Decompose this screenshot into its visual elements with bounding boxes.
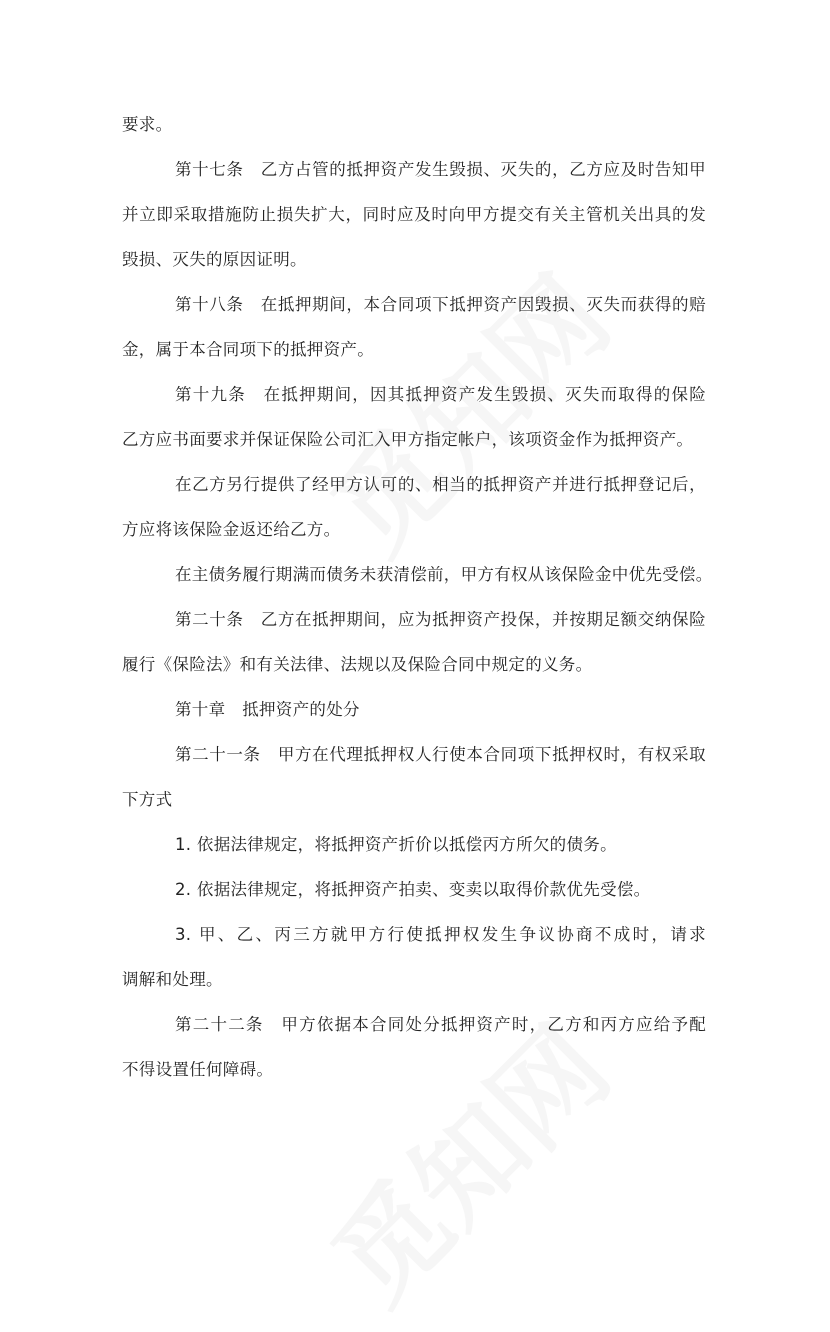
paragraph-line: 第十章 抵押资产的处分 [175, 700, 360, 719]
paragraph-line: 不得设置任何障碍。 [122, 1060, 274, 1079]
paragraph-line: 在乙方另行提供了经甲方认可的、相当的抵押资产并进行抵押登记后， [175, 475, 706, 494]
paragraph-line: 第十七条 乙方占管的抵押资产发生毁损、灭失的，乙方应及时告知甲 [175, 160, 706, 179]
paragraph-line: 乙方应书面要求并保证保险公司汇入甲方指定帐户，该项资金作为抵押资产。 [122, 430, 694, 449]
paragraph-line: 履行《保险法》和有关法律、法规以及保险合同中规定的义务。 [122, 655, 593, 674]
paragraph-line: 第十八条 在抵押期间，本合同项下抵押资产因毁损、灭失而获得的赔 [175, 295, 706, 314]
paragraph-line: 2. 依据法律规定，将抵押资产拍卖、变卖以取得价款优先受偿。 [175, 880, 651, 899]
paragraph-line: 在主债务履行期满而债务未获清偿前，甲方有权从该保险金中优先受偿。 [175, 565, 713, 584]
paragraph-line: 调解和处理。 [122, 970, 223, 989]
paragraph-line: 第二十一条 甲方在代理抵押权人行使本合同项下抵押权时，有权采取 [175, 745, 706, 764]
paragraph-line: 并立即采取措施防止损失扩大，同时应及时向甲方提交有关主管机关出具的发 [122, 205, 706, 224]
paragraph-line: 方应将该保险金返还给乙方。 [122, 520, 341, 539]
paragraph-line: 3. 甲、乙、丙三方就甲方行使抵押权发生争议协商不成时，请求 [175, 925, 706, 944]
paragraph-line: 金，属于本合同项下的抵押资产。 [122, 340, 374, 359]
paragraph-line: 下方式 [122, 790, 173, 809]
paragraph-line: 毁损、灭失的原因证明。 [122, 250, 307, 269]
paragraph-line: 1. 依据法律规定，将抵押资产折价以抵偿丙方所欠的债务。 [175, 835, 617, 854]
paragraph-line: 第二十条 乙方在抵押期间，应为抵押资产投保，并按期足额交纳保险 [175, 610, 706, 629]
paragraph-line: 第十九条 在抵押期间，因其抵押资产发生毁损、灭失而取得的保险 [175, 385, 706, 404]
paragraph-line: 要求。 [122, 115, 173, 134]
document-body [122, 102, 713, 1092]
paragraph-line: 第二十二条 甲方依据本合同处分抵押资产时，乙方和丙方应给予配 [175, 1015, 706, 1034]
